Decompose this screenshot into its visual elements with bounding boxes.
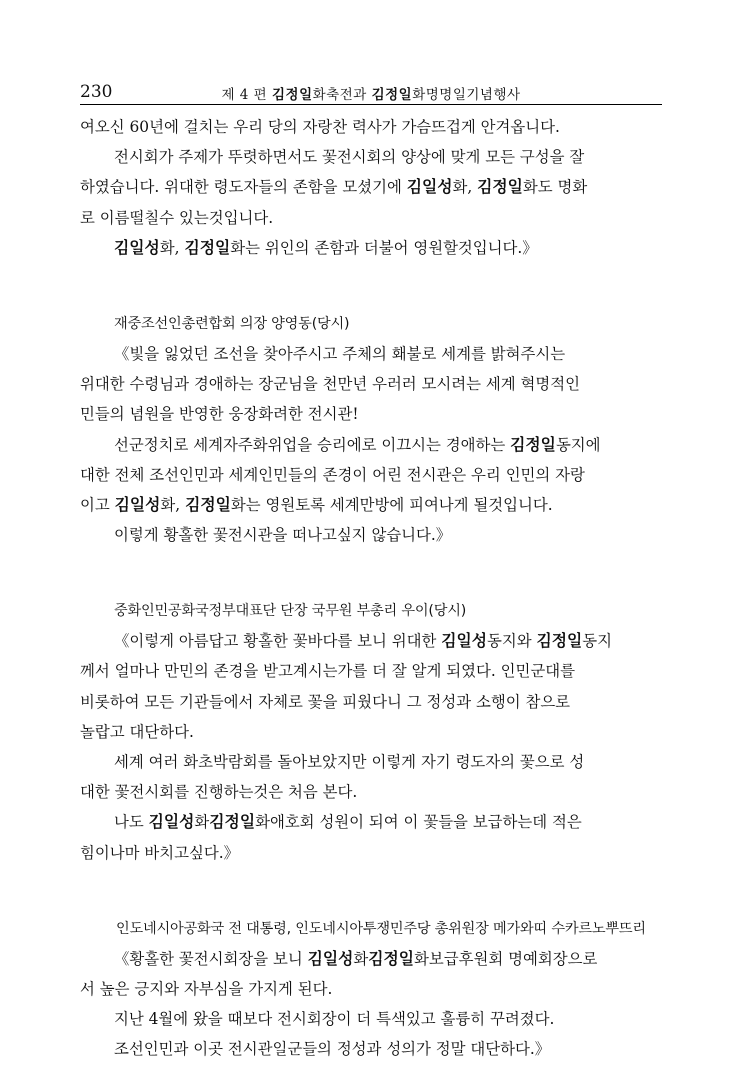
text-line <box>80 1004 664 1034</box>
text-segment: 지난 4월에 왔을 때보다 전시회장이 더 특색있고 훌륭히 꾸려졌다. <box>114 1010 555 1029</box>
text-segment: 비롯하여 모든 기관들에서 자체로 꽃을 피웠다니 그 정성과 소행이 참으로 <box>80 692 571 711</box>
speaker-attribution: 재중조선인총련합회 의장 양영동(당시) <box>114 315 350 332</box>
text-segment: 화, <box>159 238 185 257</box>
text-line <box>80 339 664 369</box>
text-segment: 세계 여러 화초박람회를 돌아보았지만 이렇게 자기 령도자의 꽃으로 성 <box>114 753 585 771</box>
text-segment: 여오신 60년에 걸치는 우리 당의 자랑찬 력사가 가슴뜨겁게 안겨옵니다. <box>80 118 560 136</box>
text-line <box>80 656 664 686</box>
text-segment: 동지와 <box>487 632 537 651</box>
text-line <box>80 399 664 429</box>
text-line <box>80 1034 664 1064</box>
text-segment: 화는 위인의 존함과 더불어 영원할것입니다.》 <box>230 238 538 257</box>
text-line <box>80 974 664 1004</box>
text-segment: 놀랍고 대단하다. <box>80 722 194 741</box>
leader-name-bold: 김일성 <box>114 237 160 257</box>
section-gap <box>80 550 664 596</box>
text-segment: 《빛을 잃었던 조선을 찾아주시고 주체의 홰불로 세계를 밝혀주시는 <box>114 344 566 363</box>
leader-name-bold: 김정일 <box>368 948 415 968</box>
text-segment: 화 <box>194 813 210 832</box>
text-segment: 선군정치로 세계자주화위업을 승리에로 이끄시는 경애하는 <box>114 435 511 454</box>
text-line <box>80 717 664 747</box>
text-segment: 전시회가 주제가 뚜렷하면서도 꽃전시회의 양상에 맞게 모든 구성을 잘 <box>114 148 585 167</box>
text-line <box>80 687 664 717</box>
text-segment: 화, <box>452 178 478 197</box>
leader-name-bold: 김정일 <box>184 237 231 257</box>
page-body <box>80 112 664 1065</box>
running-title-text: 화명명일기념행사 <box>412 87 521 103</box>
text-line <box>80 112 664 142</box>
text-line <box>80 807 664 837</box>
text-line <box>80 142 664 172</box>
leader-name-bold: 김정일 <box>209 812 256 832</box>
text-segment: 화, <box>160 495 186 514</box>
leader-name-bold: 김일성 <box>441 631 488 651</box>
text-line <box>80 490 664 520</box>
text-line <box>80 520 664 550</box>
section-gap <box>80 263 664 309</box>
text-segment: 조선인민과 이곳 전시관일군들의 정성과 성의가 정말 대단하다.》 <box>114 1040 551 1059</box>
speaker-attribution: 인도네시아공화국 전 대통령, 인도네시아투쟁민주당 총위원장 메가와띠 수카르노뿌뜨리 <box>116 920 646 937</box>
text-segment: 화는 영원토록 세계만방에 피여나게 될것입니다. <box>230 495 553 514</box>
leader-name-bold: 김정일 <box>536 631 583 651</box>
text-line <box>80 777 664 807</box>
text-segment: 대한 꽃전시회를 진행하는것은 처음 본다. <box>80 783 358 802</box>
text-segment: 동지 <box>582 632 613 651</box>
leader-name-bold: 김정일 <box>185 494 231 514</box>
text-line <box>80 944 664 974</box>
text-segment: 이렇게 황홀한 꽃전시관을 떠나고싶지 않습니다.》 <box>114 526 452 545</box>
text-segment: 화보급후원회 명예회장으로 <box>414 949 598 968</box>
text-segment: 힘이나마 바치고싶다.》 <box>80 843 239 862</box>
text-line <box>80 626 664 656</box>
text-segment: 《이렇게 아름답고 황홀한 꽃바다를 보니 위대한 <box>114 632 442 651</box>
leader-name-bold: 김정일 <box>477 177 523 197</box>
leader-name-bold: 김일성 <box>406 177 453 197</box>
leader-name-bold: 김일성 <box>307 948 354 968</box>
text-segment: 서 높은 긍지와 자부심을 가지게 된다. <box>80 979 333 998</box>
running-title-text: 화축전과 <box>312 87 372 103</box>
text-segment: 화도 명화 <box>522 178 588 197</box>
running-title-text: 제 4 편 <box>221 87 272 103</box>
text-segment: 하였습니다. 위대한 령도자들의 존함을 모셨기에 <box>80 178 407 197</box>
text-segment: 께서 얼마나 만민의 존경을 받고계시는가를 더 잘 알게 되였다. 인민군대를 <box>80 662 575 681</box>
running-title-bold-name: 김정일 <box>371 87 413 103</box>
text-segment: 화 <box>353 949 369 968</box>
leader-name-bold: 김일성 <box>148 812 195 832</box>
leader-name-bold: 김정일 <box>510 434 556 454</box>
text-segment: 《황홀한 꽃전시회장을 보니 <box>114 949 308 968</box>
text-segment: 대한 전체 조선인민과 세계인민들의 존경이 어린 전시관은 우리 인민의 자랑 <box>80 465 585 484</box>
speaker-attribution: 중화인민공화국정부대표단 단장 국무원 부총리 우이(당시) <box>114 603 467 620</box>
text-segment: 로 이름떨칠수 있는것입니다. <box>80 208 274 227</box>
text-line <box>80 838 664 868</box>
text-segment: 나도 <box>114 813 149 832</box>
page-number: 230 <box>80 82 113 102</box>
text-line <box>80 369 664 399</box>
text-line <box>80 460 664 490</box>
text-line <box>80 747 664 777</box>
page-header <box>80 78 662 105</box>
text-segment: 위대한 수령님과 경애하는 장군님을 천만년 우러러 모시려는 세계 혁명적인 <box>80 375 581 394</box>
text-segment: 화애호회 성원이 되여 이 꽃들을 보급하는데 적은 <box>255 813 582 832</box>
leader-name-bold: 김일성 <box>114 494 161 514</box>
text-segment: 동지에 <box>555 435 601 454</box>
section-gap <box>80 868 664 914</box>
text-segment: 이고 <box>80 495 115 514</box>
running-title-bold-name: 김정일 <box>272 87 313 103</box>
text-line <box>80 172 664 202</box>
text-segment: 민들의 념원을 반영한 웅장화려한 전시관! <box>80 405 359 424</box>
running-title <box>80 83 662 103</box>
text-line <box>80 233 664 263</box>
text-line <box>80 430 664 460</box>
text-line <box>80 203 664 233</box>
